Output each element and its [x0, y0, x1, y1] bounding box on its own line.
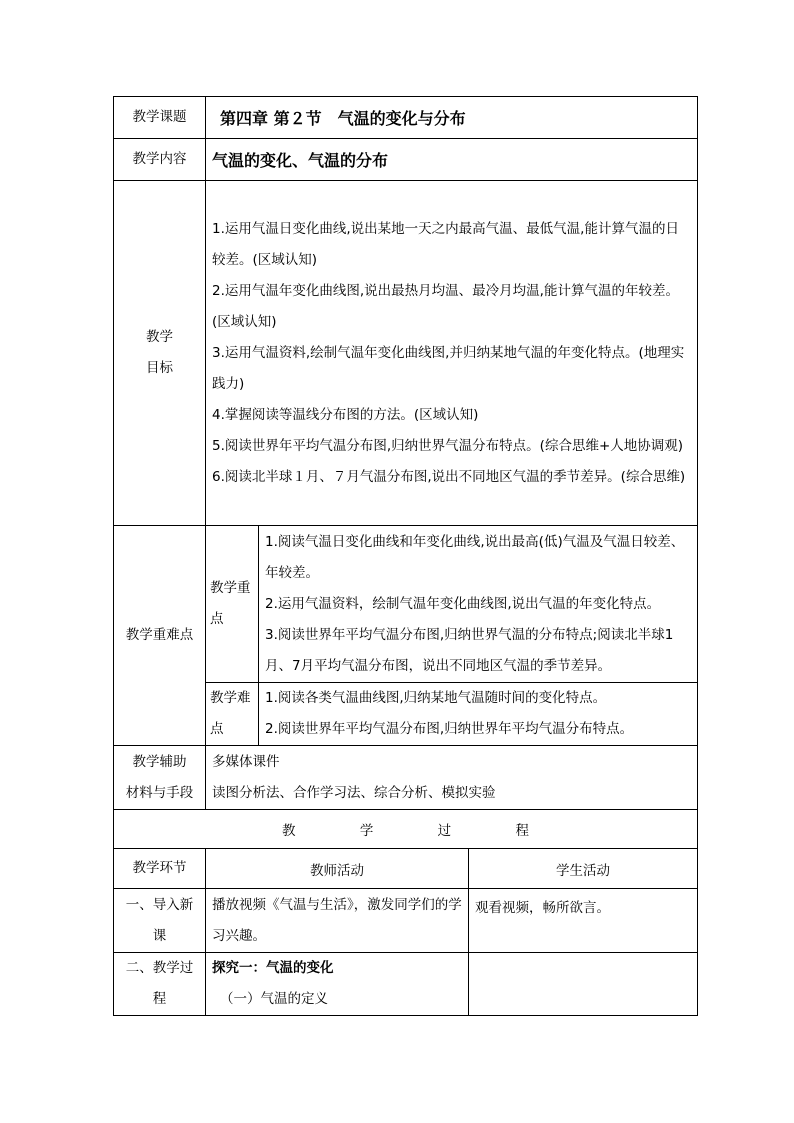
- table-row: [114, 889, 698, 953]
- objective-item: 6.阅读北半球１月、７月气温分布图,说出不同地区气温的季节差异。(综合思维): [212, 468, 686, 485]
- header-student: 学生活动: [469, 849, 698, 889]
- header-row: [114, 849, 698, 889]
- focus-item: 2.运用气温资料，绘制气温年变化曲线图,说出气温的年变化特点。: [265, 595, 661, 612]
- aids-content: [206, 746, 698, 810]
- objectives-label-line2: 目标: [146, 360, 173, 376]
- focus-list: [259, 526, 698, 683]
- objective-item: 1.运用气温日变化曲线,说出某地一天之内最高气温、最低气温,能计算气温的日较差。(区域认知): [212, 220, 679, 268]
- lesson-plan-table: [113, 96, 698, 1016]
- stage-cell: 一、导入新课: [114, 889, 206, 953]
- process-heading: [114, 810, 698, 849]
- aids-line2: 读图分析法、合作学习法、综合分析、模拟实验: [212, 784, 496, 801]
- topic-value: 第四章 第２节 气温的变化与分布: [206, 97, 698, 139]
- focus-item: 3.阅读世界年平均气温分布图,归纳世界气温的分布特点;阅读北半球1月、7月平均气温分布图，说出不同地区气温的季节差异。: [265, 626, 674, 674]
- teacher-line1: 探究一：气温的变化: [212, 960, 334, 976]
- content-label: 教学内容: [114, 139, 206, 181]
- aids-label-line2: 材料与手段: [125, 784, 194, 801]
- header-stage: 教学环节: [114, 849, 206, 889]
- difficulty-label: 教学难点: [206, 683, 259, 746]
- process-char: 教: [282, 823, 296, 839]
- focus-row: [114, 526, 698, 683]
- teacher-line2: （一）气温的定义: [220, 991, 328, 1007]
- aids-row: [114, 746, 698, 810]
- process-row: [114, 810, 698, 849]
- objective-item: 5.阅读世界年平均气温分布图,归纳世界气温分布特点。(综合思维+人地协调观): [212, 437, 684, 454]
- stage-cell: 二、教学过程: [114, 953, 206, 1016]
- topic-label: 教学课题: [114, 97, 206, 139]
- content-row: [114, 139, 698, 181]
- difficulty-list: [259, 683, 698, 746]
- keypoints-label: 教学重难点: [114, 526, 206, 746]
- focus-label: 教学重点: [206, 526, 259, 683]
- student-cell: 观看视频，畅所欲言。: [469, 889, 698, 953]
- difficulty-item: 2.阅读世界年平均气温分布图,归纳世界年平均气温分布特点。: [265, 721, 634, 737]
- objectives-label: [114, 181, 206, 526]
- focus-item: 1.阅读气温日变化曲线和年变化曲线,说出最高(低)气温及气温日较差、年较差。: [265, 533, 685, 581]
- objective-item: 3.运用气温资料,绘制气温年变化曲线图,并归纳某地气温的年变化特点。(地理实践力): [212, 344, 685, 392]
- aids-line1: 多媒体课件: [212, 753, 280, 770]
- teacher-cell: 播放视频《气温与生活》，激发同学们的学习兴趣。: [206, 889, 469, 953]
- table-row: [114, 953, 698, 1016]
- header-teacher: 教师活动: [206, 849, 469, 889]
- objectives-label-line1: 教学: [146, 329, 173, 345]
- topic-row: [114, 97, 698, 139]
- process-char: 程: [515, 823, 529, 839]
- content-value: 气温的变化、气温的分布: [206, 139, 698, 181]
- difficulty-item: 1.阅读各类气温曲线图,归纳某地气温随时间的变化特点。: [265, 690, 607, 706]
- objectives-row: [114, 181, 698, 526]
- teacher-cell: [206, 953, 469, 1016]
- process-char: 过: [437, 823, 452, 839]
- aids-label-line1: 教学辅助: [132, 753, 187, 770]
- objective-item: 2.运用气温年变化曲线图,说出最热月均温、最冷月均温,能计算气温的年较差。(区域认知): [212, 282, 679, 330]
- objective-item: 4.掌握阅读等温线分布图的方法。(区域认知): [212, 406, 479, 423]
- student-cell: [469, 953, 698, 1016]
- process-char: 学: [359, 823, 374, 839]
- aids-label: [114, 746, 206, 810]
- objectives-list: [206, 181, 698, 526]
